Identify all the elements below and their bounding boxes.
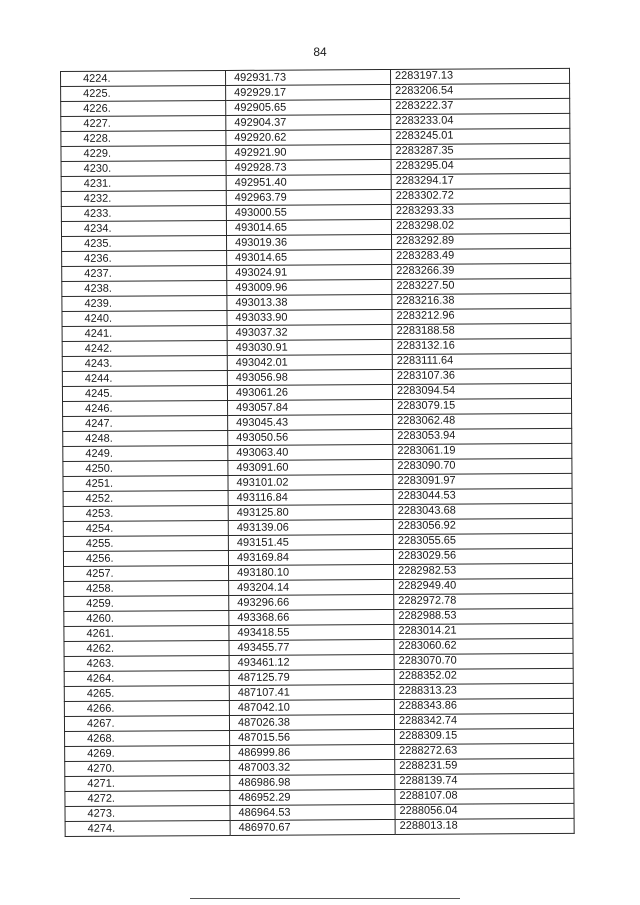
x-coordinate-cell: 493050.56 (228, 429, 393, 445)
y-coordinate-cell: 2288352.02 (394, 668, 573, 684)
x-coordinate-cell: 486999.86 (230, 744, 395, 760)
x-coordinate-cell: 493009.96 (227, 279, 392, 295)
row-number-cell: 4241. (62, 325, 227, 341)
y-coordinate-cell: 2283043.68 (393, 503, 572, 519)
row-number-cell: 4249. (63, 445, 228, 461)
row-number-cell: 4230. (61, 160, 226, 176)
x-coordinate-cell: 493125.80 (228, 504, 393, 520)
y-coordinate-cell: 2288342.74 (394, 713, 573, 729)
row-number-cell: 4274. (65, 820, 230, 836)
y-coordinate-cell: 2283014.21 (394, 623, 573, 639)
y-coordinate-cell: 2283094.54 (392, 383, 571, 399)
x-coordinate-cell: 492951.40 (226, 174, 391, 190)
y-coordinate-cell: 2288107.08 (395, 788, 574, 804)
y-coordinate-cell: 2283197.13 (390, 68, 569, 84)
x-coordinate-cell: 492920.62 (226, 129, 391, 145)
y-coordinate-cell: 2288309.15 (395, 728, 574, 744)
row-number-cell: 4237. (62, 265, 227, 281)
y-coordinate-cell: 2282982.53 (394, 563, 573, 579)
y-coordinate-cell: 2283090.70 (393, 458, 572, 474)
row-number-cell: 4254. (63, 520, 228, 536)
x-coordinate-cell: 487125.79 (229, 669, 394, 685)
y-coordinate-cell: 2288272.63 (395, 743, 574, 759)
row-number-cell: 4248. (63, 430, 228, 446)
x-coordinate-cell: 493101.02 (228, 474, 393, 490)
x-coordinate-cell: 493169.84 (228, 549, 393, 565)
y-coordinate-cell: 2283029.56 (393, 548, 572, 564)
x-coordinate-cell: 492963.79 (226, 189, 391, 205)
y-coordinate-cell: 2283233.04 (391, 113, 570, 129)
row-number-cell: 4242. (62, 340, 227, 356)
row-number-cell: 4267. (64, 715, 229, 731)
x-coordinate-cell: 492921.90 (226, 144, 391, 160)
row-number-cell: 4233. (61, 205, 226, 221)
row-number-cell: 4256. (63, 550, 228, 566)
page-number: 84 (313, 45, 327, 59)
y-coordinate-cell: 2283283.49 (392, 248, 571, 264)
x-coordinate-cell: 487015.56 (230, 729, 395, 745)
y-coordinate-cell: 2282972.78 (394, 593, 573, 609)
y-coordinate-cell: 2283132.16 (392, 338, 571, 354)
y-coordinate-cell: 2283294.17 (391, 173, 570, 189)
x-coordinate-cell: 493418.55 (229, 624, 394, 640)
y-coordinate-cell: 2283245.01 (391, 128, 570, 144)
y-coordinate-cell: 2288231.59 (395, 758, 574, 774)
coordinate-table-body (61, 68, 575, 836)
y-coordinate-cell: 2283287.35 (391, 143, 570, 159)
y-coordinate-cell: 2283206.54 (391, 83, 570, 99)
row-number-cell: 4247. (63, 415, 228, 431)
x-coordinate-cell: 493368.66 (229, 609, 394, 625)
row-number-cell: 4224. (61, 70, 226, 86)
row-number-cell: 4255. (63, 535, 228, 551)
row-number-cell: 4271. (65, 775, 230, 791)
y-coordinate-cell: 2283107.36 (392, 368, 571, 384)
row-number-cell: 4266. (64, 700, 229, 716)
x-coordinate-cell: 493057.84 (228, 399, 393, 415)
row-number-cell: 4259. (64, 595, 229, 611)
row-number-cell: 4231. (61, 175, 226, 191)
x-coordinate-cell: 492928.73 (226, 159, 391, 175)
row-number-cell: 4240. (62, 310, 227, 326)
row-number-cell: 4243. (62, 355, 227, 371)
row-number-cell: 4229. (61, 145, 226, 161)
x-coordinate-cell: 493204.14 (229, 579, 394, 595)
row-number-cell: 4238. (62, 280, 227, 296)
x-coordinate-cell: 493151.45 (228, 534, 393, 550)
row-number-cell: 4260. (64, 610, 229, 626)
row-number-cell: 4244. (62, 370, 227, 386)
x-coordinate-cell: 493000.55 (226, 204, 391, 220)
coordinate-table (60, 68, 575, 837)
x-coordinate-cell: 492931.73 (225, 69, 390, 85)
row-number-cell: 4253. (63, 505, 228, 521)
x-coordinate-cell: 486952.29 (230, 789, 395, 805)
row-number-cell: 4235. (62, 235, 227, 251)
y-coordinate-cell: 2282988.53 (394, 608, 573, 624)
x-coordinate-cell: 493030.91 (227, 339, 392, 355)
x-coordinate-cell: 493116.84 (228, 489, 393, 505)
y-coordinate-cell: 2283295.04 (391, 158, 570, 174)
x-coordinate-cell: 493061.26 (227, 384, 392, 400)
row-number-cell: 4258. (64, 580, 229, 596)
y-coordinate-cell: 2283266.39 (392, 263, 571, 279)
row-number-cell: 4273. (65, 805, 230, 821)
row-number-cell: 4246. (63, 400, 228, 416)
row-number-cell: 4252. (63, 490, 228, 506)
x-coordinate-cell: 493063.40 (228, 444, 393, 460)
y-coordinate-cell: 2288313.23 (394, 683, 573, 699)
table-row (65, 818, 574, 836)
x-coordinate-cell: 493014.65 (226, 219, 391, 235)
row-number-cell: 4263. (64, 655, 229, 671)
x-coordinate-cell: 493180.10 (229, 564, 394, 580)
y-coordinate-cell: 2283091.97 (393, 473, 572, 489)
x-coordinate-cell: 493455.77 (229, 639, 394, 655)
x-coordinate-cell: 486986.98 (230, 774, 395, 790)
y-coordinate-cell: 2283061.19 (393, 443, 572, 459)
x-coordinate-cell: 487107.41 (229, 684, 394, 700)
row-number-cell: 4228. (61, 130, 226, 146)
x-coordinate-cell: 493296.66 (229, 594, 394, 610)
y-coordinate-cell: 2283053.94 (393, 428, 572, 444)
y-coordinate-cell: 2288013.18 (395, 818, 574, 834)
y-coordinate-cell: 2283212.96 (392, 308, 571, 324)
x-coordinate-cell: 493045.43 (228, 414, 393, 430)
y-coordinate-cell: 2283298.02 (391, 218, 570, 234)
y-coordinate-cell: 2283044.53 (393, 488, 572, 504)
footer-rule (190, 898, 460, 899)
row-number-cell: 4270. (65, 760, 230, 776)
row-number-cell: 4245. (62, 385, 227, 401)
row-number-cell: 4262. (64, 640, 229, 656)
row-number-cell: 4257. (64, 565, 229, 581)
y-coordinate-cell: 2283055.65 (393, 533, 572, 549)
x-coordinate-cell: 487042.10 (229, 699, 394, 715)
y-coordinate-cell: 2283188.58 (392, 323, 571, 339)
row-number-cell: 4225. (61, 85, 226, 101)
y-coordinate-cell: 2283222.37 (391, 98, 570, 114)
row-number-cell: 4269. (65, 745, 230, 761)
y-coordinate-cell: 2283216.38 (392, 293, 571, 309)
x-coordinate-cell: 487003.32 (230, 759, 395, 775)
y-coordinate-cell: 2282949.40 (394, 578, 573, 594)
row-number-cell: 4265. (64, 685, 229, 701)
row-number-cell: 4261. (64, 625, 229, 641)
row-number-cell: 4272. (65, 790, 230, 806)
y-coordinate-cell: 2283079.15 (393, 398, 572, 414)
y-coordinate-cell: 2283062.48 (393, 413, 572, 429)
row-number-cell: 4264. (64, 670, 229, 686)
x-coordinate-cell: 493461.12 (229, 654, 394, 670)
x-coordinate-cell: 487026.38 (229, 714, 394, 730)
x-coordinate-cell: 486964.53 (230, 804, 395, 820)
x-coordinate-cell: 493037.32 (227, 324, 392, 340)
row-number-cell: 4239. (62, 295, 227, 311)
row-number-cell: 4236. (62, 250, 227, 266)
x-coordinate-cell: 492929.17 (226, 84, 391, 100)
row-number-cell: 4251. (63, 475, 228, 491)
x-coordinate-cell: 493042.01 (227, 354, 392, 370)
row-number-cell: 4250. (63, 460, 228, 476)
y-coordinate-cell: 2288139.74 (395, 773, 574, 789)
y-coordinate-cell: 2288343.86 (394, 698, 573, 714)
x-coordinate-cell: 486970.67 (230, 819, 395, 835)
y-coordinate-cell: 2283302.72 (391, 188, 570, 204)
row-number-cell: 4234. (61, 220, 226, 236)
x-coordinate-cell: 492905.65 (226, 99, 391, 115)
x-coordinate-cell: 493033.90 (227, 309, 392, 325)
x-coordinate-cell: 493139.06 (228, 519, 393, 535)
x-coordinate-cell: 493014.65 (227, 249, 392, 265)
x-coordinate-cell: 493056.98 (227, 369, 392, 385)
x-coordinate-cell: 493013.38 (227, 294, 392, 310)
y-coordinate-cell: 2283070.70 (394, 653, 573, 669)
y-coordinate-cell: 2288056.04 (395, 803, 574, 819)
x-coordinate-cell: 493091.60 (228, 459, 393, 475)
y-coordinate-cell: 2283060.62 (394, 638, 573, 654)
y-coordinate-cell: 2283111.64 (392, 353, 571, 369)
row-number-cell: 4268. (65, 730, 230, 746)
x-coordinate-cell: 492904.37 (226, 114, 391, 130)
y-coordinate-cell: 2283293.33 (391, 203, 570, 219)
y-coordinate-cell: 2283056.92 (393, 518, 572, 534)
x-coordinate-cell: 493024.91 (227, 264, 392, 280)
row-number-cell: 4227. (61, 115, 226, 131)
y-coordinate-cell: 2283292.89 (392, 233, 571, 249)
y-coordinate-cell: 2283227.50 (392, 278, 571, 294)
x-coordinate-cell: 493019.36 (227, 234, 392, 250)
row-number-cell: 4226. (61, 100, 226, 116)
row-number-cell: 4232. (61, 190, 226, 206)
